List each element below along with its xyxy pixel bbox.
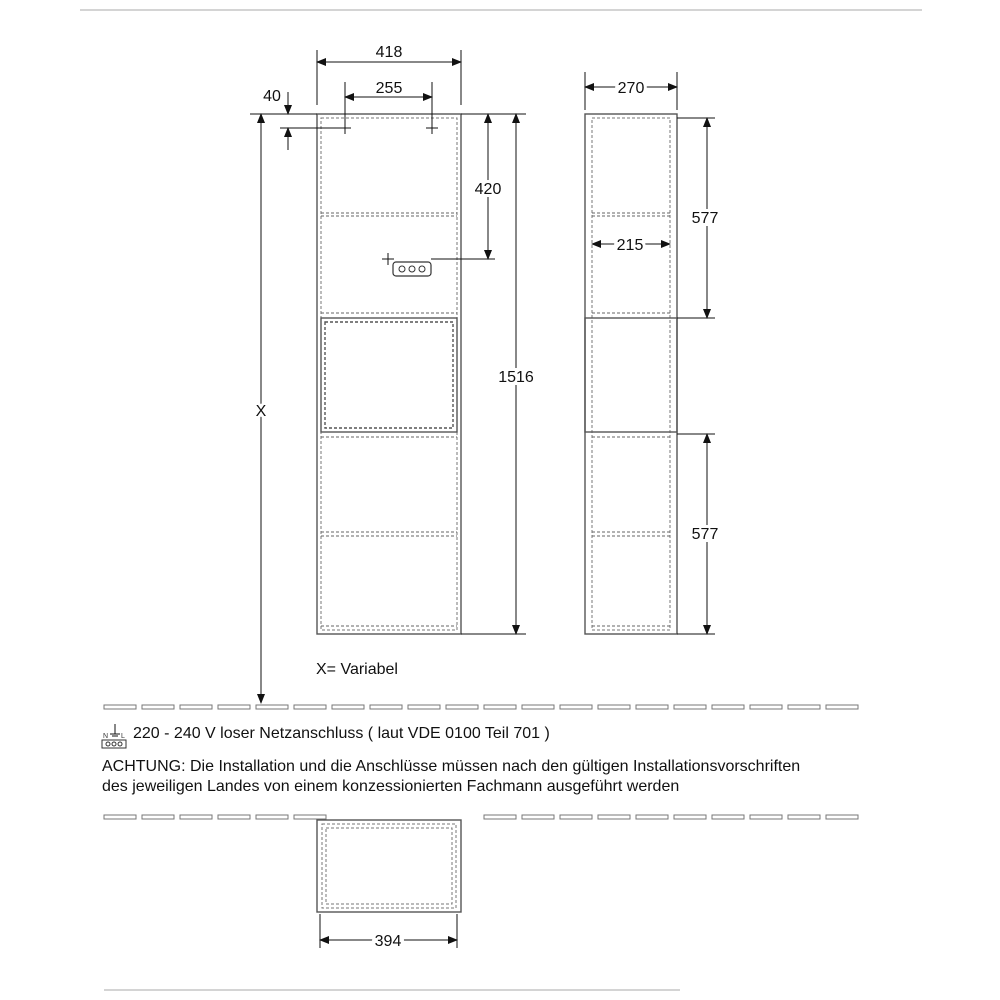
dim-total-height-label: 1516 — [498, 369, 534, 386]
wall-tile — [142, 705, 174, 709]
dim-top-offset — [250, 88, 339, 150]
side-view — [585, 114, 677, 634]
dim-side-upper-label: 577 — [691, 210, 719, 227]
front-open-compartment — [321, 318, 457, 432]
wall-tile — [180, 705, 212, 709]
svg-text:L: L — [121, 733, 125, 740]
wall-tile — [560, 815, 592, 819]
wall-tile — [104, 705, 136, 709]
wall-tile — [104, 815, 136, 819]
warning-line-2: des jeweiligen Landes von einem konzessionierten Fachmann ausgeführt werden — [102, 778, 680, 795]
wall-tile — [674, 815, 706, 819]
dim-floor-height-var-label: X — [255, 403, 267, 420]
dim-side-lower — [677, 434, 718, 634]
wall-tile — [484, 815, 516, 819]
wall-tile — [750, 815, 782, 819]
dim-top-offset-label: 40 — [263, 88, 281, 105]
wall-tile — [484, 705, 516, 709]
tile-row-lower — [104, 815, 858, 819]
wall-tile — [598, 705, 630, 709]
svg-text:N: N — [103, 733, 109, 740]
power-connection-icon — [102, 724, 126, 748]
wall-tile — [446, 705, 478, 709]
wall-tile — [256, 815, 288, 819]
wall-tile — [256, 705, 288, 709]
socket-icon — [382, 253, 431, 276]
wall-tile — [712, 705, 744, 709]
tile-row-upper — [104, 705, 858, 709]
dim-side-inner-label: 215 — [616, 237, 644, 254]
wall-tile — [712, 815, 744, 819]
wall-tile — [598, 815, 630, 819]
wall-tile — [636, 815, 668, 819]
wall-tile — [826, 815, 858, 819]
wall-tile — [522, 815, 554, 819]
wall-tile — [826, 705, 858, 709]
dim-outlet-height — [431, 114, 501, 259]
dim-plan-width-label: 394 — [374, 933, 402, 950]
dim-side-upper — [677, 118, 718, 318]
dim-side-inner — [592, 237, 670, 254]
mounting-hole-left — [339, 122, 351, 134]
dim-plan-width — [320, 914, 457, 950]
plan-view — [317, 820, 461, 912]
dim-hole-spacing-label: 255 — [375, 80, 403, 97]
wall-tile — [294, 705, 326, 709]
wall-tile — [218, 815, 250, 819]
wall-tile — [788, 705, 820, 709]
wall-tile — [180, 815, 212, 819]
wall-tile — [636, 705, 668, 709]
wall-tile — [522, 705, 554, 709]
dim-outlet-height-label: 420 — [474, 181, 502, 198]
warning-line-1: ACHTUNG: Die Installation und die Anschlüsse müssen nach den gültigen Installationsvorschriften — [102, 758, 801, 775]
wall-tile — [674, 705, 706, 709]
mounting-hole-right — [426, 122, 438, 134]
wall-tile — [332, 705, 364, 709]
wall-tile — [560, 705, 592, 709]
wall-tile — [294, 815, 326, 819]
wall-tile — [370, 705, 402, 709]
dim-front-width-label: 418 — [375, 44, 403, 61]
dim-side-lower-label: 577 — [691, 526, 719, 543]
dim-hole-spacing — [345, 80, 432, 122]
wall-tile — [218, 705, 250, 709]
power-note: 220 - 240 V loser Netzanschluss ( laut VDE 0100 Teil 701 ) — [133, 725, 550, 742]
dim-side-depth-label: 270 — [617, 80, 645, 97]
front-view — [317, 114, 461, 634]
variable-note: X= Variabel — [316, 661, 398, 678]
dim-floor-height-var — [256, 114, 267, 703]
wall-tile — [750, 705, 782, 709]
wall-tile — [142, 815, 174, 819]
dim-side-depth — [585, 72, 677, 110]
wall-tile — [788, 815, 820, 819]
wall-tile — [408, 705, 440, 709]
